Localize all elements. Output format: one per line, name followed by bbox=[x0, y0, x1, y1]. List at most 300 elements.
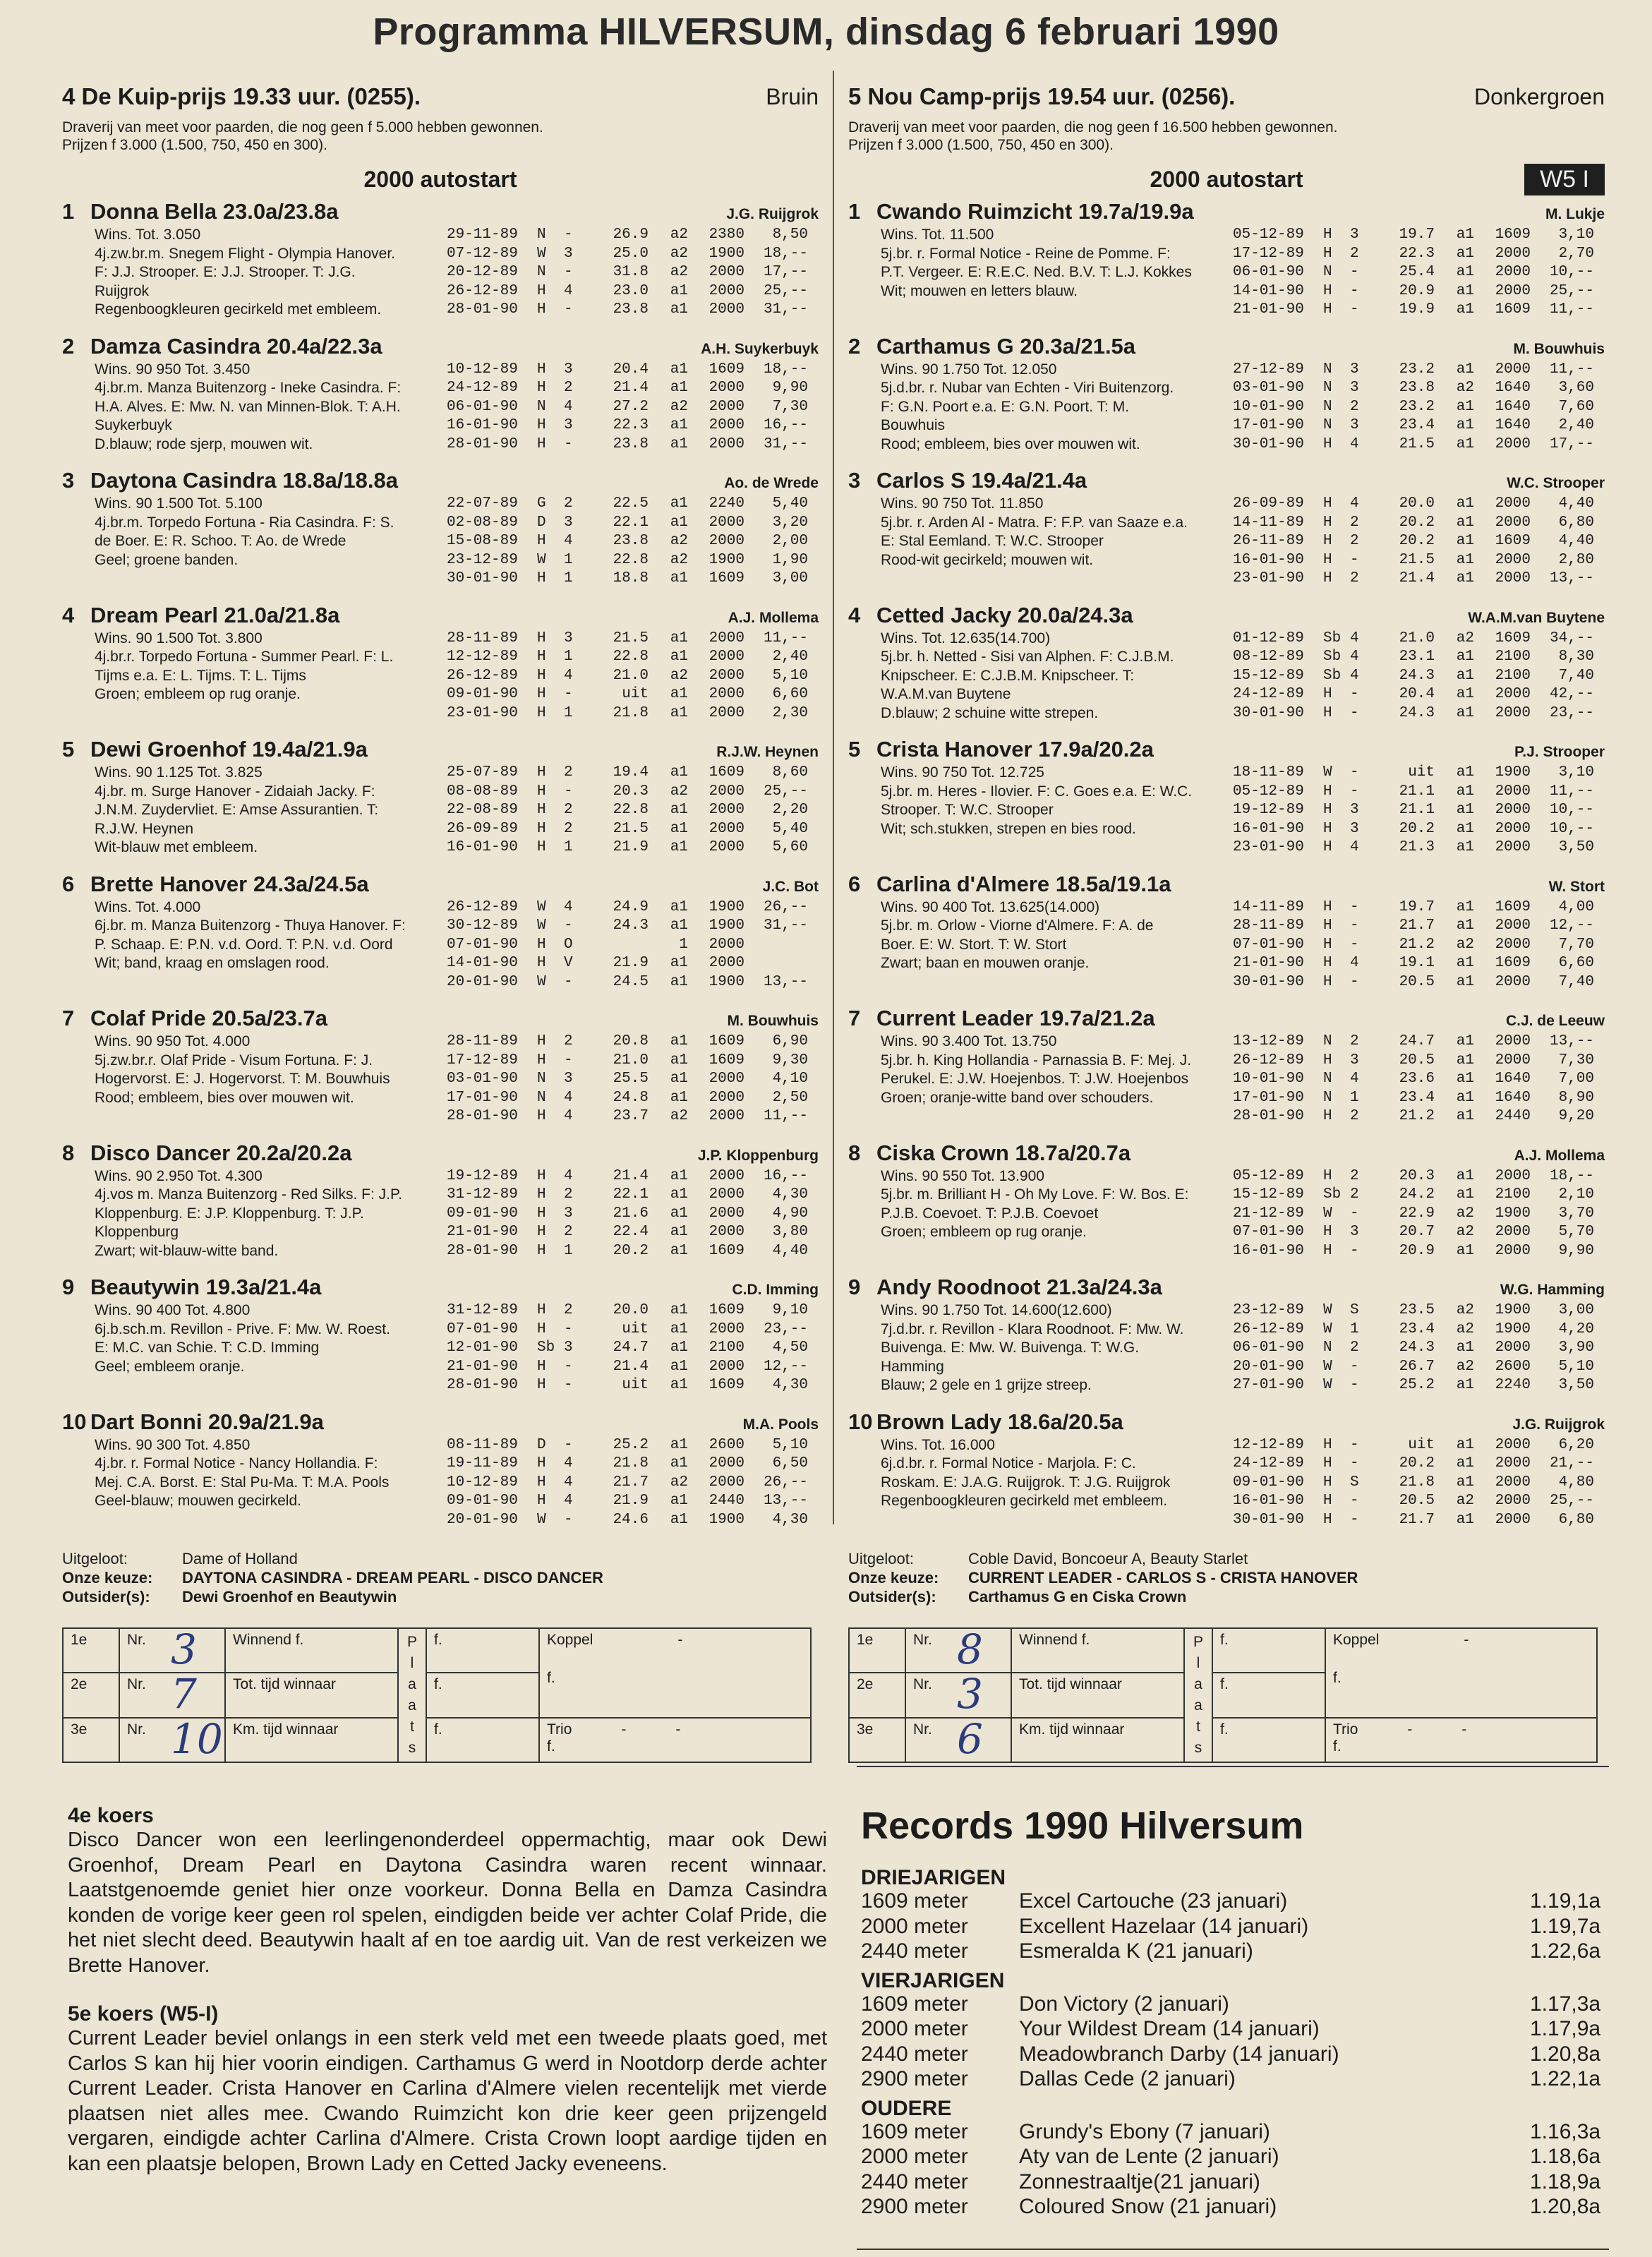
run-cell: 06-01-90 bbox=[1233, 1340, 1304, 1356]
run-cell: 30-01-90 bbox=[1233, 435, 1304, 452]
horse-description bbox=[62, 226, 447, 320]
run-cell: a2 bbox=[670, 783, 688, 800]
horse-runs bbox=[447, 226, 819, 320]
horse-entry bbox=[62, 334, 819, 455]
run-cell: 16-01-90 bbox=[1233, 1493, 1304, 1509]
form-amount: f. bbox=[426, 1718, 539, 1762]
form-koppel bbox=[539, 1628, 811, 1718]
run-cell: H bbox=[537, 1455, 546, 1471]
record-row bbox=[861, 2067, 1608, 2093]
run-cell: 05-12-89 bbox=[1233, 227, 1304, 243]
race-header bbox=[62, 83, 819, 119]
spacer bbox=[62, 1395, 819, 1405]
run-cell: a2 bbox=[670, 398, 688, 415]
run-cell: 5,70 bbox=[1558, 1224, 1594, 1240]
run-cell: 2100 bbox=[1495, 1186, 1531, 1203]
desc-line: F: G.N. Poort e.a. E: G.N. Poort. T: M. bbox=[881, 398, 1130, 415]
run-cell: 25,-- bbox=[763, 282, 808, 299]
run-cell: 23.8 bbox=[613, 435, 649, 452]
horse-body bbox=[62, 1301, 819, 1395]
trio-dash: - bbox=[1407, 1721, 1413, 1738]
race-conditions: Draverij van meet voor paarden, die nog geen f 16.500 hebben gewonnen. bbox=[848, 119, 1338, 136]
run-row bbox=[1233, 1107, 1605, 1126]
run-cell: 34,-- bbox=[1549, 630, 1594, 646]
run-cell: 1900 bbox=[709, 917, 744, 934]
run-cell: 2000 bbox=[709, 704, 744, 721]
form-row-label: Winnend f. bbox=[1011, 1628, 1184, 1673]
form-nr-cell bbox=[905, 1625, 1011, 1673]
run-row bbox=[1233, 801, 1605, 820]
run-cell: H bbox=[1323, 1511, 1332, 1528]
run-cell: 22.8 bbox=[613, 649, 649, 665]
horse-number: 7 bbox=[848, 1006, 861, 1030]
run-row bbox=[1233, 361, 1605, 380]
run-cell: a2 bbox=[670, 533, 688, 549]
horse-entry bbox=[62, 737, 819, 857]
run-cell: H bbox=[1323, 1167, 1332, 1184]
run-cell: 24-12-89 bbox=[1233, 686, 1304, 702]
run-cell: - bbox=[1350, 264, 1359, 280]
desc-line: Hamming bbox=[881, 1358, 944, 1375]
run-cell: a1 bbox=[1456, 514, 1474, 531]
horse-runs bbox=[1233, 764, 1605, 857]
run-cell: H bbox=[537, 820, 546, 837]
run-cell: 1609 bbox=[709, 1242, 744, 1259]
run-cell: N bbox=[537, 227, 546, 243]
horse-number: 8 bbox=[62, 1140, 75, 1165]
run-cell: 07-12-89 bbox=[447, 245, 518, 262]
run-cell: 5,10 bbox=[772, 667, 808, 684]
horse-body bbox=[848, 630, 1605, 723]
run-cell: W bbox=[1323, 1358, 1332, 1375]
pick-label: Outsider(s): bbox=[62, 1588, 150, 1606]
horse-description bbox=[62, 361, 447, 455]
horse-trainer: W.C. Strooper bbox=[1507, 475, 1605, 491]
run-cell: 2000 bbox=[709, 514, 744, 531]
run-cell: 4,30 bbox=[772, 1377, 808, 1393]
run-cell: 25.0 bbox=[613, 245, 649, 262]
run-row bbox=[447, 245, 819, 264]
horse-name bbox=[848, 1275, 1162, 1300]
run-cell: a1 bbox=[670, 649, 688, 665]
horse-name bbox=[62, 872, 369, 897]
run-cell: 2 bbox=[1350, 398, 1359, 415]
horse-entry bbox=[848, 1006, 1605, 1126]
horse-name-text: Crista Hanover 17.9a/20.2a bbox=[876, 737, 1154, 762]
form-row-label: Tot. tijd winnaar bbox=[1011, 1673, 1184, 1717]
horse-header bbox=[848, 1140, 1605, 1167]
run-cell: 2000 bbox=[709, 802, 744, 818]
run-cell: uit bbox=[1408, 1436, 1435, 1453]
run-cell: 2000 bbox=[709, 783, 744, 800]
run-cell: 1,90 bbox=[772, 551, 808, 568]
run-cell: 23-01-90 bbox=[1233, 839, 1304, 855]
run-cell: 4 bbox=[1350, 1071, 1359, 1087]
run-cell: a1 bbox=[670, 917, 688, 934]
run-cell: H bbox=[1323, 514, 1332, 531]
desc-line: 5j.d.br. r. Nubar van Echten - Viri Buitenzorg. bbox=[881, 380, 1174, 396]
record-distance: 2900 meter bbox=[861, 2067, 968, 2090]
horse-entry bbox=[848, 199, 1605, 320]
run-cell: H bbox=[1323, 1436, 1332, 1453]
run-cell: - bbox=[1350, 282, 1359, 299]
run-row bbox=[1233, 1205, 1605, 1224]
desc-line bbox=[95, 1107, 447, 1126]
run-cell: 9,90 bbox=[772, 380, 808, 396]
run-cell: - bbox=[1350, 973, 1359, 990]
record-holder: Zonnestraaltje(21 januari) bbox=[1019, 2169, 1260, 2193]
horse-trainer: M. Bouwhuis bbox=[1513, 340, 1605, 357]
desc-line: R.J.W. Heynen bbox=[95, 820, 194, 837]
desc-line: Wit; band, kraag en omslagen rood. bbox=[95, 955, 330, 971]
run-cell: a1 bbox=[670, 802, 688, 818]
run-cell: 24-12-89 bbox=[447, 380, 518, 396]
run-row bbox=[447, 917, 819, 936]
horse-runs bbox=[1233, 1167, 1605, 1261]
run-cell: 4,40 bbox=[772, 1242, 808, 1259]
run-cell: 28-11-89 bbox=[447, 630, 518, 646]
run-cell: 20.4 bbox=[613, 361, 649, 378]
run-cell: 9,30 bbox=[772, 1052, 808, 1069]
run-cell: 4,40 bbox=[1558, 533, 1594, 549]
run-cell: 21.5 bbox=[1399, 551, 1435, 568]
run-cell: 14-11-89 bbox=[1233, 898, 1304, 915]
run-cell: 2 bbox=[1350, 1186, 1359, 1203]
horse-name bbox=[62, 1275, 321, 1300]
run-cell: 2000 bbox=[1495, 1224, 1531, 1240]
run-row bbox=[447, 704, 819, 723]
run-cell: a1 bbox=[670, 301, 688, 318]
desc-line: Regenboogkleuren gecirkeld met embleem. bbox=[881, 1493, 1168, 1509]
record-distance: 1609 meter bbox=[861, 2119, 968, 2143]
run-cell: 19-12-89 bbox=[1233, 802, 1304, 818]
run-cell: H bbox=[537, 686, 546, 702]
run-cell: N bbox=[1323, 1340, 1332, 1356]
run-cell: 4 bbox=[1350, 495, 1359, 512]
run-cell: 18,-- bbox=[763, 245, 808, 262]
run-cell: a1 bbox=[1456, 955, 1474, 971]
desc-line bbox=[95, 1511, 447, 1530]
run-cell: 20.2 bbox=[1399, 533, 1435, 549]
run-cell: H bbox=[1323, 533, 1332, 549]
run-row bbox=[447, 1033, 819, 1052]
run-cell: a1 bbox=[1456, 839, 1474, 855]
horse-description bbox=[62, 1436, 447, 1530]
run-cell: 12,-- bbox=[1549, 917, 1594, 934]
run-cell: 6,80 bbox=[1558, 1511, 1594, 1528]
run-cell: 6,60 bbox=[772, 686, 808, 702]
run-cell: 23.8 bbox=[613, 533, 649, 549]
trio-label bbox=[547, 1721, 803, 1738]
run-cell: H bbox=[537, 667, 546, 684]
run-cell: 29-11-89 bbox=[447, 227, 518, 243]
run-cell: 2,30 bbox=[772, 704, 808, 721]
desc-line: Suykerbuyk bbox=[95, 417, 172, 433]
horse-body bbox=[848, 1167, 1605, 1261]
horse-number: 7 bbox=[62, 1006, 75, 1030]
trio-amount: f. bbox=[547, 1738, 555, 1755]
form-nr-label: Nr. bbox=[127, 1632, 146, 1648]
run-cell: 2000 bbox=[1495, 514, 1531, 531]
run-cell: 10-12-89 bbox=[447, 361, 518, 378]
run-cell: H bbox=[537, 936, 546, 953]
record-distance: 2900 meter bbox=[861, 2195, 968, 2218]
run-cell: a1 bbox=[670, 1224, 688, 1240]
run-cell: 2000 bbox=[1495, 1511, 1531, 1528]
run-cell: 11,-- bbox=[1549, 783, 1594, 800]
run-cell: 3,50 bbox=[1558, 1377, 1594, 1393]
horse-header bbox=[62, 1140, 819, 1167]
run-cell: 1640 bbox=[1495, 1089, 1531, 1106]
run-cell: H bbox=[1323, 1108, 1332, 1124]
run-cell: 20.2 bbox=[1399, 1455, 1435, 1471]
record-distance: 2000 meter bbox=[861, 1914, 968, 1938]
run-cell: H bbox=[537, 783, 546, 800]
trio-dash: - bbox=[1461, 1721, 1467, 1738]
run-cell: 31-12-89 bbox=[447, 1302, 518, 1318]
desc-line bbox=[881, 301, 1233, 320]
run-cell: 1900 bbox=[709, 1511, 744, 1528]
run-cell: 2380 bbox=[709, 227, 744, 243]
run-cell: 3,50 bbox=[1558, 839, 1594, 855]
desc-line bbox=[881, 838, 1233, 857]
run-cell: 23.8 bbox=[613, 301, 649, 318]
run-cell: 2000 bbox=[1495, 1436, 1531, 1453]
pick-label: Onze keuze: bbox=[848, 1569, 939, 1587]
run-cell: H bbox=[1323, 495, 1332, 512]
spacer bbox=[848, 1260, 1605, 1270]
horse-body bbox=[848, 495, 1605, 589]
horse-description bbox=[62, 1301, 447, 1395]
run-cell: 7,00 bbox=[1558, 1071, 1594, 1087]
run-row bbox=[447, 1052, 819, 1071]
run-cell: 2000 bbox=[709, 686, 744, 702]
run-cell: a1 bbox=[1456, 1511, 1474, 1528]
run-cell: 2000 bbox=[1495, 1493, 1531, 1509]
run-cell: 3 bbox=[564, 361, 573, 378]
run-cell: H bbox=[1323, 1474, 1332, 1491]
run-cell: a2 bbox=[1456, 1493, 1474, 1509]
trio-dash: - bbox=[675, 1721, 681, 1738]
run-cell: 3,60 bbox=[1558, 380, 1594, 396]
run-cell: 2240 bbox=[709, 495, 744, 512]
run-cell: 3,10 bbox=[1558, 764, 1594, 781]
horse-trainer: P.J. Strooper bbox=[1514, 744, 1605, 760]
bet-badge: W5 I bbox=[1524, 164, 1605, 195]
record-category: VIERJARIGEN bbox=[861, 1968, 1005, 1992]
horse-name-text: Daytona Casindra 18.8a/18.8a bbox=[90, 468, 398, 493]
run-cell: 21.1 bbox=[1399, 783, 1435, 800]
desc-line: Wins. 90 400 Tot. 13.625(14.000) bbox=[881, 898, 1100, 915]
record-distance: 1609 meter bbox=[861, 1992, 968, 2016]
run-row bbox=[447, 764, 819, 783]
run-cell: 4 bbox=[1350, 839, 1359, 855]
form-row-label: Km. tijd winnaar bbox=[1011, 1718, 1184, 1762]
desc-line: Bouwhuis bbox=[881, 417, 946, 433]
run-cell: 26,-- bbox=[763, 1474, 808, 1491]
horse-body bbox=[62, 1436, 819, 1530]
run-cell: 3 bbox=[564, 417, 573, 433]
run-cell: a1 bbox=[1456, 973, 1474, 990]
run-cell: H bbox=[537, 301, 546, 318]
run-cell: a1 bbox=[1456, 301, 1474, 318]
run-cell: W bbox=[1323, 1302, 1332, 1318]
horse-header bbox=[848, 1275, 1605, 1301]
run-cell: H bbox=[537, 649, 546, 665]
horse-name bbox=[848, 1006, 1155, 1031]
run-cell: H bbox=[1323, 570, 1332, 586]
spacer bbox=[62, 992, 819, 1001]
horse-runs bbox=[1233, 226, 1605, 320]
horse-name-text: Ciska Crown 18.7a/20.7a bbox=[876, 1140, 1131, 1165]
run-cell: 18.8 bbox=[613, 570, 649, 586]
run-cell: 2240 bbox=[1495, 1377, 1531, 1393]
run-cell: 11,-- bbox=[763, 630, 808, 646]
koppel-dash: - bbox=[1464, 1632, 1469, 1648]
run-cell: 21-01-90 bbox=[1233, 955, 1304, 971]
run-cell: 2000 bbox=[709, 820, 744, 837]
run-cell: 21.2 bbox=[1399, 936, 1435, 953]
run-cell: 2000 bbox=[1495, 917, 1531, 934]
race-5-column bbox=[848, 83, 1605, 1763]
run-row bbox=[1233, 301, 1605, 320]
run-cell: a1 bbox=[1456, 245, 1474, 262]
horse-name-text: Brown Lady 18.6a/20.5a bbox=[876, 1409, 1123, 1434]
pick-line bbox=[62, 1587, 819, 1606]
run-cell: 23.1 bbox=[1399, 649, 1435, 665]
run-cell: 22.3 bbox=[1399, 245, 1435, 262]
run-cell: 2000 bbox=[1495, 820, 1531, 837]
desc-line: Groen; embleem op rug oranje. bbox=[881, 1224, 1087, 1240]
records-bottom-rule bbox=[857, 2249, 1609, 2250]
record-holder: Excel Cartouche (23 januari) bbox=[1019, 1889, 1288, 1913]
run-cell: 19.7 bbox=[1399, 898, 1435, 915]
run-cell: - bbox=[564, 1511, 573, 1528]
run-cell: 23.0 bbox=[613, 282, 649, 299]
run-cell: 30-01-90 bbox=[1233, 704, 1304, 721]
desc-line: 6j.br. m. Manza Buitenzorg - Thuya Hanover. F: bbox=[95, 917, 406, 934]
run-cell: 26.9 bbox=[613, 227, 649, 243]
run-cell: a1 bbox=[1456, 264, 1474, 280]
run-cell: a2 bbox=[1456, 1302, 1474, 1318]
form-row-label: Km. tijd winnaar bbox=[225, 1718, 398, 1762]
run-cell: H bbox=[1323, 435, 1332, 452]
desc-line bbox=[881, 1511, 1233, 1530]
horse-name bbox=[62, 737, 368, 762]
horse-name-text: Donna Bella 23.0a/23.8a bbox=[90, 199, 339, 224]
run-cell: 28-01-90 bbox=[447, 435, 518, 452]
run-cell: N bbox=[537, 398, 546, 415]
spacer bbox=[62, 857, 819, 867]
run-cell: - bbox=[1350, 1511, 1359, 1528]
run-cell: H bbox=[1323, 936, 1332, 953]
run-cell: 20.7 bbox=[1399, 1224, 1435, 1240]
record-distance: 2440 meter bbox=[861, 2169, 968, 2193]
run-cell: 2000 bbox=[1495, 245, 1531, 262]
run-cell: 24.3 bbox=[613, 917, 649, 934]
handwritten-number: 6 bbox=[957, 1714, 983, 1763]
run-cell: a1 bbox=[670, 1320, 688, 1337]
spacer bbox=[848, 723, 1605, 733]
run-row bbox=[447, 1070, 819, 1089]
horse-number: 1 bbox=[848, 199, 861, 224]
desc-line: 7j.d.br. r. Revillon - Klara Roodnoot. F: Mw. W. bbox=[881, 1320, 1184, 1337]
horse-runs bbox=[447, 495, 819, 589]
run-cell: 31-12-89 bbox=[447, 1186, 518, 1203]
run-cell: 15-12-89 bbox=[1233, 667, 1304, 684]
trio-text: Trio bbox=[1333, 1721, 1358, 1738]
run-cell: 06-01-90 bbox=[1233, 264, 1304, 280]
run-cell: N bbox=[537, 1089, 546, 1106]
run-cell: 26-09-89 bbox=[1233, 495, 1304, 512]
run-cell: 21.4 bbox=[613, 380, 649, 396]
run-cell: 3,00 bbox=[772, 570, 808, 586]
run-cell: N bbox=[537, 1071, 546, 1087]
spacer bbox=[848, 1395, 1605, 1405]
horse-trainer: C.J. de Leeuw bbox=[1505, 1013, 1605, 1029]
run-cell: 19-12-89 bbox=[447, 1167, 518, 1184]
run-cell: H bbox=[537, 1493, 546, 1509]
run-cell: 2000 bbox=[709, 282, 744, 299]
run-cell: H bbox=[537, 1052, 546, 1069]
horse-number: 4 bbox=[62, 602, 75, 627]
form-amount: f. bbox=[1212, 1628, 1325, 1673]
record-holder: Dallas Cede (2 januari) bbox=[1019, 2067, 1236, 2090]
pick-label: Uitgeloot: bbox=[848, 1550, 914, 1567]
run-cell: a1 bbox=[670, 1377, 688, 1393]
run-cell: H bbox=[1323, 955, 1332, 971]
run-cell: a1 bbox=[670, 1033, 688, 1049]
horse-trainer: A.J. Mollema bbox=[728, 609, 819, 626]
run-cell: 23-01-90 bbox=[1233, 570, 1304, 586]
horse-header bbox=[848, 468, 1605, 495]
run-cell: a1 bbox=[1456, 1108, 1474, 1124]
run-cell: 4 bbox=[564, 1089, 573, 1106]
result-form bbox=[848, 1627, 1598, 1763]
run-cell: 4 bbox=[564, 1474, 573, 1491]
run-cell: - bbox=[564, 686, 573, 702]
run-cell: a1 bbox=[1456, 917, 1474, 934]
pick-label: Outsider(s): bbox=[848, 1588, 936, 1606]
run-cell: - bbox=[564, 1052, 573, 1069]
run-row bbox=[1233, 954, 1605, 973]
pick-line bbox=[62, 1568, 819, 1587]
form-plaats: P l a a t s bbox=[398, 1628, 426, 1762]
horse-entry bbox=[848, 1275, 1605, 1395]
run-cell: a1 bbox=[1456, 1242, 1474, 1259]
horse-name bbox=[848, 737, 1154, 762]
horse-number: 3 bbox=[848, 468, 861, 493]
desc-line: Wit-blauw met embleem. bbox=[95, 839, 258, 855]
race-color: Bruin bbox=[766, 84, 819, 109]
run-cell: 2000 bbox=[1495, 704, 1531, 721]
run-cell: 8,90 bbox=[1558, 1089, 1594, 1106]
run-cell: 2440 bbox=[1495, 1108, 1531, 1124]
run-cell: 2000 bbox=[709, 1186, 744, 1203]
horse-description bbox=[848, 898, 1233, 992]
horse-name bbox=[848, 334, 1135, 359]
desc-line: 6j.b.sch.m. Revillon - Prive. F: Mw. W. Roest. bbox=[95, 1320, 390, 1337]
run-cell: a1 bbox=[670, 1358, 688, 1375]
run-row bbox=[1233, 704, 1605, 723]
run-cell: 23.2 bbox=[1399, 398, 1435, 415]
run-cell: uit bbox=[1408, 764, 1435, 781]
run-cell: 20.4 bbox=[1399, 686, 1435, 702]
run-cell: 5,10 bbox=[1558, 1358, 1594, 1375]
run-cell: 4 bbox=[1350, 630, 1359, 646]
run-cell: Sb bbox=[1323, 667, 1342, 684]
run-cell: a1 bbox=[670, 686, 688, 702]
